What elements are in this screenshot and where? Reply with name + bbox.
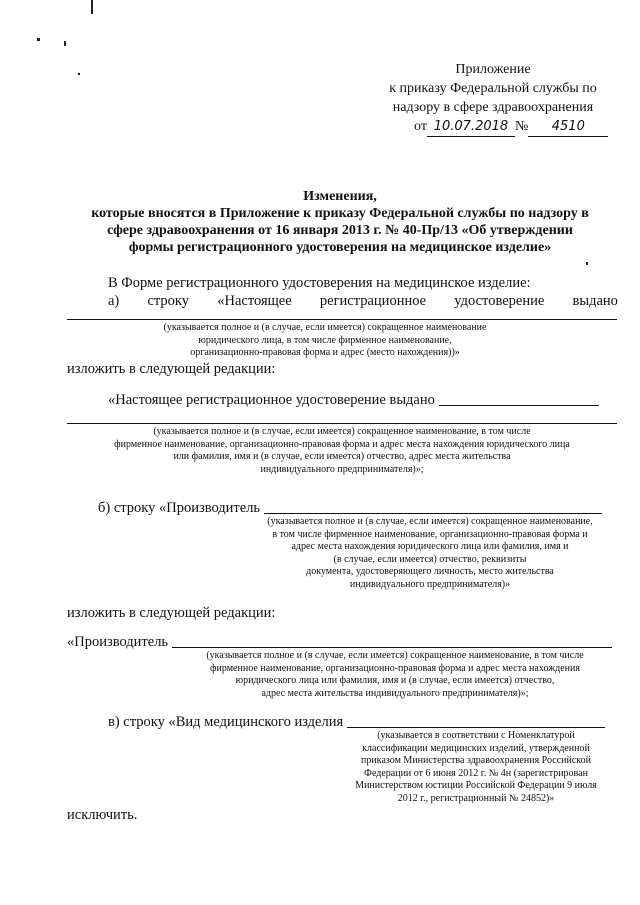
item-c-label: в) строку «Вид медицинского изделия [108,714,344,730]
fill-line [264,499,602,514]
scan-mark [37,38,40,41]
note-line: (указывается в соответствии с Номенклатурой [377,730,575,741]
note-line: юридического лица, в том числе фирменное наименование, [198,334,452,346]
item-b-new-text [67,633,612,651]
item-b-restate: изложить в следующей редакции: [67,605,276,621]
scan-mark [78,73,80,75]
note-line: (указывается полное и (в случае, если имеется) сокращенное наименование, [267,516,593,527]
note-line: Федерации от 6 июня 2012 г. № 4н (зарегистрирован [364,767,588,779]
annex-date-line [368,117,618,137]
fill-line [172,633,612,648]
item-a-word: строку [147,293,190,309]
title-line-3: формы регистрационного удостоверения на медицинское изделие» [128,240,552,255]
note-line: или фамилия, имя и (в случае, если имеется) отчество, адрес места жительства [173,451,511,462]
item-a-word: «Настоящее [217,293,292,309]
note-line: 2012 г., регистрационный № 24852)» [397,792,555,804]
note-line: Министерством юстиции Российской Федерации 9 июля [355,780,597,791]
item-c-note [336,730,616,805]
annex-line-2: к приказу Федеральной службы по [389,81,597,96]
fill-line [67,423,617,424]
item-b-note [240,516,620,591]
from-label: от [414,119,427,134]
new-text-label: «Производитель [67,634,169,650]
item-a-line [108,292,618,310]
fill-line [347,713,605,728]
item-a-restate: изложить в следующей редакции: [67,361,276,377]
intro-text: В Форме регистрационного удостоверения на медицинское изделие: [108,275,531,291]
scan-mark [586,262,588,265]
note-line: приказом Министерства здравоохранения Российской [361,755,591,766]
item-b-new-note [170,650,620,700]
note-line: индивидуального предпринимателя)» [349,578,511,590]
item-a-new-text [108,391,599,409]
note-line: (указывается полное и (в случае, если имеется) сокращенное наименование, в том числе [153,426,531,437]
item-b-label: б) строку «Производитель [98,500,261,516]
note-line: адрес места нахождения юридического лица или фамилия, имя и [291,541,569,552]
fill-line [67,319,617,320]
item-a-word: а) [108,293,120,309]
number-label: № [514,119,529,134]
item-a-new-note [67,426,617,476]
note-line: юридического лица или фамилия, имя и (в случае, если имеется) отчество, [235,675,555,686]
new-text-label: «Настоящее регистрационное удостоверение выдано [108,392,435,408]
annex-line-3: надзору в сфере здравоохранения [392,100,594,115]
item-a-word: выдано [572,293,618,309]
note-line: фирменное наименование, организационно-правовая форма и адрес места нахождения [210,662,580,674]
title-line-2: сфере здравоохранения от 16 января 2013 г. № 40-Пр/13 «Об утверждении [107,223,573,238]
scan-mark [64,41,66,46]
note-line: (указывается полное и (в случае, если имеется) сокращенное наименование, в том числе [206,650,584,661]
item-a-word: удостоверение [454,293,545,309]
document-title [60,188,620,256]
note-line: в том числе фирменное наименование, организационно-правовая форма и [272,528,588,540]
note-line: индивидуального предпринимателя)»; [260,463,424,475]
fill-line [439,391,599,406]
note-line: классификации медицинских изделий, утвержденной [362,742,590,754]
scan-mark [91,0,93,14]
item-a-note [140,322,510,360]
item-a-word: регистрационное [319,293,427,309]
note-line: адрес места жительства индивидуального предпринимателя)»; [261,687,529,699]
note-line: организационно-правовая форма и адрес (место нахождения))» [190,347,460,358]
item-b-line [98,499,602,517]
note-line: (указывается полное и (в случае, если имеется) сокращенное наименование [163,322,487,333]
note-line: (в случае, если имеется) отчество, реквизиты [333,553,527,565]
annex-line-1: Приложение [455,62,531,77]
order-date: 10.07.2018 [427,117,515,137]
title-line-1: которые вносятся в Приложение к приказу Федеральной службы по надзору в [91,206,589,221]
order-number: 4510 [528,117,608,137]
closing-text: исключить. [67,807,138,823]
item-c-line [108,713,605,731]
title-heading: Изменения, [303,189,377,204]
annex-block [368,60,618,137]
note-line: фирменное наименование, организационно-правовая форма и адрес места нахождения юридического лица [114,438,570,450]
note-line: документа, удостоверяющего личность, место жительства [306,566,554,577]
